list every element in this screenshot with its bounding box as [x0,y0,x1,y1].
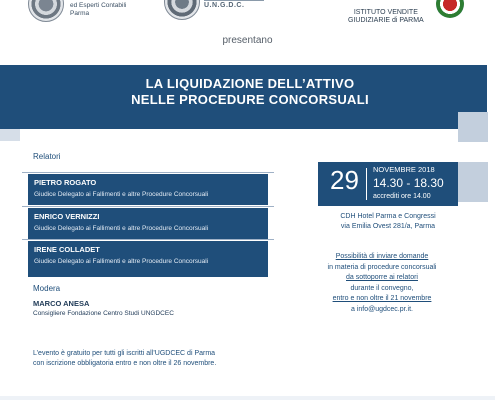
ivg-org-line-2: GIUDIZIARIE di PARMA [348,17,424,24]
ungdc-org-name: U.N.G.D.C. [204,2,245,9]
decorative-flap-left [0,129,20,141]
odcec-seal-logo [28,0,64,22]
registration-notice-line-2: con iscrizione obbligatoria entro e non oltre il 26 novembre. [33,360,217,367]
speaker-name: ENRICO VERNIZZI [34,212,100,221]
speaker-card [28,241,268,277]
moderator-role: Consigliere Fondazione Centro Studi UNGDCEC [33,310,174,317]
questions-line-3: da sottoporre ai relatori [346,274,418,281]
speaker-name: IRENE COLLADET [34,245,100,254]
ivg-logo [436,0,464,18]
event-month-year: NOVEMBRE 2018 [373,165,435,174]
moderator-name: MARCO ANESA [33,299,90,308]
questions-info [296,252,468,315]
event-accreditation: accrediti ore 14.00 [373,193,431,200]
registration-notice-line-1: L’evento è gratuito per tutti gli iscritti all’UGDCEC di Parma [33,350,216,357]
speaker-divider [22,206,274,207]
ungdc-seal-logo [164,0,200,20]
questions-line-5: entro e non oltre il 21 novembre [332,295,432,302]
odcec-org-line-2: Parma [70,9,90,17]
speaker-divider [22,239,274,240]
event-title-line-2: NELLE PROCEDURE CONCORSUALI [131,92,369,107]
questions-email-link[interactable]: a info@ugdcec.pr.it. [351,305,413,313]
speaker-card [28,174,268,205]
speaker-role: Giudice Delegato ai Fallimenti e altre Procedure Concorsuali [34,225,209,232]
odcec-org-line-1: ed Esperti Contabili [70,2,127,9]
questions-line-2: in materia di procedure concorsuali [327,263,437,271]
bottom-rule [0,396,495,400]
ivg-org-line-1: ISTITUTO VENDITE [353,9,418,16]
speaker-divider [22,172,274,173]
relatori-heading: Relatori [33,152,61,161]
event-time: 14.30 - 18.30 [373,176,444,190]
decorative-stripe-right [458,162,488,202]
questions-line-4: durante il convegno, [350,284,414,292]
registration-notice [33,349,313,369]
ivg-org-name [348,9,424,25]
speaker-card [28,208,268,239]
event-title [100,76,400,108]
presentano-text: presentano [222,35,273,46]
speaker-name: PIETRO ROGATO [34,178,97,187]
event-title-line-1: LA LIQUIDAZIONE DELL’ATTIVO [145,76,355,91]
venue-line-1: CDH Hotel Parma e Congressi [340,213,436,220]
modera-heading: Modera [33,284,61,293]
speaker-role: Giudice Delegato ai Fallimenti e altre Procedure Concorsuali [34,191,209,198]
event-day: 29 [330,165,359,195]
logo-row [0,0,495,28]
odcec-org-name [70,2,126,17]
venue-line-2: via Emilia Ovest 281/a, Parma [340,223,436,230]
event-date-box [318,162,458,206]
event-venue [318,212,458,232]
ungdc-divider [204,0,264,1]
questions-line-1: Possibilità di inviare domande [335,253,429,260]
date-separator [366,168,367,200]
decorative-flap-right [458,112,488,142]
speaker-role: Giudice Delegato ai Fallimenti e altre Procedure Concorsuali [34,258,209,265]
